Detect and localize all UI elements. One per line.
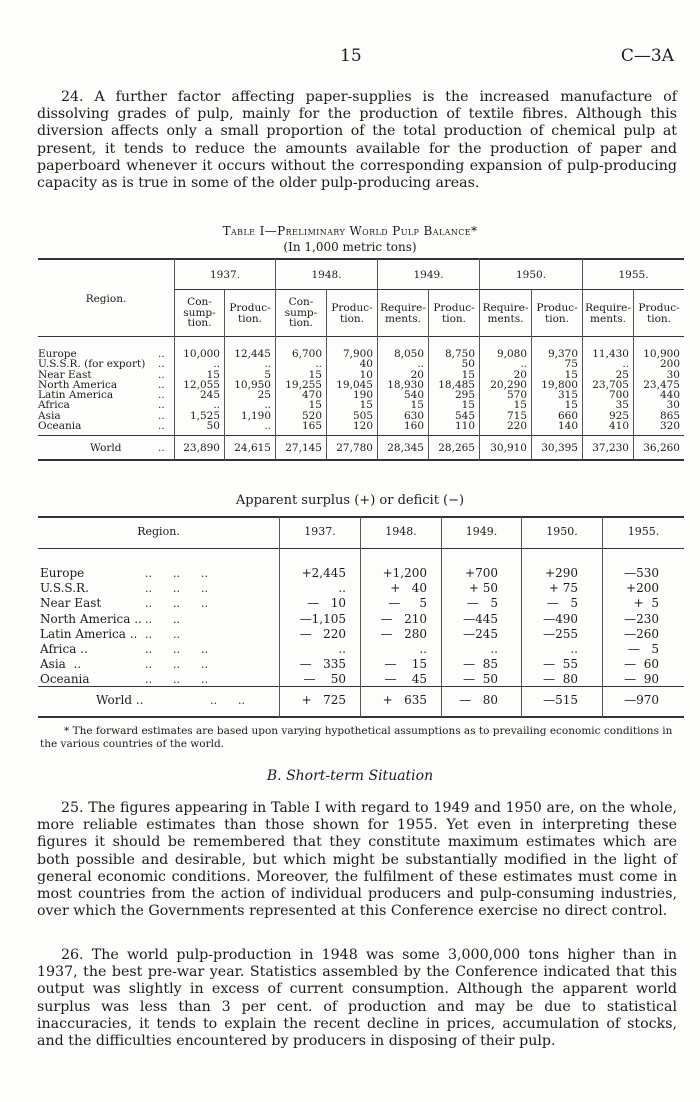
- table1-region-name: Oceania: [38, 420, 82, 433]
- table2-cell: —245: [463, 626, 498, 641]
- table2-cell: — 5: [546, 596, 578, 611]
- table1-world-value: 36,260: [643, 442, 680, 454]
- table1-dot-leader: ..: [158, 409, 165, 422]
- table2-dot-leader: .. .. ..: [145, 673, 208, 687]
- table1-cell: 50: [461, 358, 475, 371]
- table1-cell: 315: [557, 389, 578, 402]
- table1-cell: 20,290: [490, 378, 527, 391]
- table1-region-name: Latin America: [38, 389, 114, 402]
- page-header: [0, 46, 700, 66]
- table1-cell: ..: [315, 358, 322, 371]
- table2-cell: +2,445: [301, 566, 346, 580]
- table1-dot-leader: ..: [158, 348, 165, 360]
- table1-region-name: North America: [38, 378, 118, 391]
- table2-cell: —530: [624, 566, 659, 580]
- table2-region-dots: [145, 566, 208, 688]
- table1-cell: 1,190: [240, 409, 271, 422]
- table1-cell: 545: [454, 409, 475, 422]
- table1-cell: 11,430: [592, 348, 629, 360]
- table1-column: [327, 349, 373, 431]
- table1-cell: 15: [564, 368, 578, 381]
- table2-column: [442, 566, 498, 688]
- table2-cell: —490: [543, 611, 578, 626]
- table1-cell: 30: [666, 399, 680, 412]
- table1-cell: 10: [359, 368, 373, 381]
- table2-region-name: Latin America ..: [40, 626, 138, 641]
- table1-cell: 165: [301, 420, 322, 433]
- table2-column: [603, 566, 659, 688]
- table1-cell: 15: [308, 368, 322, 381]
- table1-cell: 50: [206, 420, 220, 433]
- table2-year: 1949.: [465, 525, 498, 538]
- table1-cell: 18,930: [387, 378, 424, 391]
- table1-cell: 23,475: [643, 378, 680, 391]
- table1-world-value: 30,395: [541, 442, 578, 454]
- table1-cell: ..: [264, 399, 271, 412]
- table1-cell: 190: [352, 389, 373, 402]
- table1-cell: 6,700: [291, 348, 322, 360]
- table2-region-name: Africa ..: [40, 642, 88, 657]
- table2-cell: —260: [624, 626, 659, 641]
- table1-world-value: 27,145: [285, 442, 322, 454]
- table1-cell: 925: [608, 409, 629, 422]
- table2-cell: — 5: [388, 596, 427, 611]
- table1-cell: 630: [403, 409, 424, 422]
- table2-column: [361, 566, 427, 688]
- table1-dot-leader: ..: [158, 389, 165, 402]
- table2-cell: — 280: [380, 626, 427, 641]
- table1-subhead: Produc- tion.: [331, 302, 373, 325]
- table1-cell: 120: [352, 420, 373, 433]
- table1-subhead: Require- ments.: [482, 302, 529, 325]
- table1-cell: 540: [403, 389, 424, 402]
- table2-world-value: + 635: [382, 693, 427, 707]
- table1-cell: 40: [359, 358, 373, 371]
- table1-cell: 245: [199, 389, 220, 402]
- table1-cell: 15: [308, 399, 322, 412]
- table2-world-dots: .. ..: [210, 694, 245, 707]
- table1-cell: ..: [213, 399, 220, 412]
- table1-world-value: 23,890: [183, 442, 220, 454]
- paragraph-24: 24. A further factor affecting paper-supplies is the increased manufacture of dissolving grades of pulp, mainly for the production of textile fibres. Although this diversion affects only a small proportion of the total production of chemical pulp at present, it tends to reduce the amounts available for the production of paper and paperboard whenever it occurs without the corresponding expansion of pulp-producing capacity as is true in some of the older pulp-producing areas.: [37, 89, 677, 192]
- table1-cell: 505: [352, 409, 373, 422]
- table2-year: 1950.: [546, 525, 578, 538]
- table1-cell: 35: [615, 399, 629, 412]
- table2-cell: — 5: [627, 642, 659, 657]
- table1-region-name: Asia: [38, 409, 61, 422]
- table2-cell: ..: [570, 642, 578, 657]
- table2-cell: —1,105: [299, 611, 346, 626]
- table1-cell: 200: [659, 358, 680, 371]
- table1-subhead: Produc- tion.: [433, 302, 475, 325]
- table2-region-list: [40, 566, 142, 688]
- table2-region-name: North America ..: [40, 611, 142, 626]
- table-footnote: * The forward estimates are based upon varying hypothetical assumptions as to prevailing economic conditions in the various countries of the world.: [40, 725, 673, 750]
- table2-cell: — 10: [307, 596, 346, 611]
- table1-cell: 10,950: [234, 378, 271, 391]
- table1-cell: 7,900: [342, 348, 373, 360]
- table2-cell: — 210: [380, 611, 427, 626]
- table1-cell: 19,255: [285, 378, 322, 391]
- table1-region-name: Africa: [38, 399, 70, 412]
- table1-cell: 110: [454, 420, 475, 433]
- table1-cell: 15: [359, 399, 373, 412]
- table2-dot-leader: .. .. ..: [145, 597, 208, 611]
- table2-world-value: + 725: [301, 693, 346, 707]
- table1-year: 1937.: [209, 269, 241, 281]
- table2-cell: — 5: [466, 596, 498, 611]
- table1-cell: 25: [615, 368, 629, 381]
- table1-cell: 5: [264, 368, 271, 381]
- table2-top-rule: [38, 516, 684, 518]
- table1-world-dots: ..: [158, 442, 165, 454]
- table1-cell: 700: [608, 389, 629, 402]
- table2-column: [522, 566, 578, 688]
- table1-dot-leader: ..: [158, 368, 165, 381]
- table1-cell: 19,045: [336, 378, 373, 391]
- table1-cell: 25: [257, 389, 271, 402]
- table2-region-name: Europe: [40, 566, 85, 580]
- table1-cell: 140: [557, 420, 578, 433]
- table1-world-value: 28,265: [438, 442, 475, 454]
- table1-column: [532, 349, 578, 431]
- table2-cell: +1,200: [382, 566, 427, 580]
- table1-cell: 18,485: [438, 378, 475, 391]
- table1-cell: 1,525: [189, 409, 220, 422]
- table1-column: [634, 349, 680, 431]
- table1-cell: 865: [659, 409, 680, 422]
- table2-column: [280, 566, 346, 688]
- table1-subhead: Produc- tion.: [638, 302, 680, 325]
- table1-cell: 15: [206, 368, 220, 381]
- table2-dot-leader: .. .. ..: [145, 582, 208, 596]
- section-heading: B. Short-term Situation: [266, 768, 434, 784]
- table1-dot-leader: ..: [158, 420, 165, 433]
- table1-cell: 9,080: [496, 348, 527, 360]
- table1-cell: 19,800: [541, 378, 578, 391]
- table2-cell: — 335: [299, 657, 346, 672]
- table1-region-name: Europe: [38, 348, 77, 360]
- table1-cell: 295: [454, 389, 475, 402]
- table2-cell: ..: [338, 581, 346, 596]
- table2-world-value: — 80: [459, 693, 498, 707]
- table1-cell: 30: [666, 368, 680, 381]
- table2-cell: + 50: [468, 581, 498, 596]
- table1-cell: 20: [513, 368, 527, 381]
- table1-region-name: Near East: [38, 368, 92, 381]
- table1-cell: 75: [564, 358, 578, 371]
- table2-bottom-rule: [38, 716, 684, 718]
- paragraph-26: 26. The world pulp-production in 1948 was some 3,000,000 tons higher than in 1937, the best pre-war year. Statistics assembled by the Conference indicated that this output was slightly in excess of current consumption. Although the apparent world surplus was less than 3 per cent. of production and may be due to statistical inaccuracies, it tends to explain the recent decline in prices, accumulation of stocks, and the difficulties encountered by producers in disposing of their pulp.: [37, 947, 677, 1050]
- table2-cell: ..: [419, 642, 427, 657]
- table1-subtitle: (In 1,000 metric tons): [283, 240, 417, 254]
- table1-bottom-rule: [38, 459, 684, 461]
- table1-header-rule: [38, 336, 684, 337]
- table2-title: Apparent surplus (+) or deficit (−): [235, 493, 465, 508]
- table2-dot-leader: .. ..: [145, 612, 180, 626]
- table1-year: 1950.: [515, 269, 547, 281]
- table1-total-rule: [38, 435, 684, 436]
- table1-title: Table I—Preliminary World Pulp Balance*: [222, 224, 478, 238]
- table1-cell: 15: [461, 368, 475, 381]
- table2-world-value: —970: [624, 693, 659, 707]
- table2-cell: — 50: [303, 672, 346, 687]
- page-number: 15: [340, 46, 362, 66]
- table1-cell: ..: [520, 358, 527, 371]
- table1-cell: 410: [608, 420, 629, 433]
- table1-cell: 440: [659, 389, 680, 402]
- table1-cell: ..: [264, 420, 271, 433]
- table1-column: [429, 349, 475, 431]
- table1-cell: 470: [301, 389, 322, 402]
- table2-cell: ..: [338, 642, 346, 657]
- table1-cell: 715: [506, 409, 527, 422]
- table2-cell: — 85: [463, 657, 498, 672]
- table1-cell: 160: [403, 420, 424, 433]
- table1-subhead: Con- sump- tion.: [284, 296, 318, 329]
- table2-cell: —445: [463, 611, 498, 626]
- table2-dot-leader: .. .. ..: [145, 658, 208, 672]
- table1-cell: 12,445: [234, 348, 271, 360]
- table2-year: 1948.: [385, 525, 417, 538]
- table1-cell: 320: [659, 420, 680, 433]
- table2-dot-leader: .. ..: [145, 627, 180, 641]
- table1-cell: 10,000: [183, 348, 220, 360]
- table1-world-label: World: [90, 442, 122, 454]
- table2-cell: — 60: [624, 657, 659, 672]
- table1-cell: 220: [506, 420, 527, 433]
- table2-cell: —255: [543, 626, 578, 641]
- table1-dot-leader: ..: [158, 358, 165, 371]
- table1-cell: 570: [506, 389, 527, 402]
- table1-cell: 8,750: [444, 348, 475, 360]
- table1-year: 1955.: [618, 269, 649, 281]
- table2-dot-leader: .. .. ..: [145, 643, 208, 657]
- table1-cell: 8,050: [393, 348, 424, 360]
- table2-region-header: Region.: [137, 525, 180, 538]
- table1-top-rule: [38, 258, 684, 260]
- table1-cell: 15: [513, 399, 527, 412]
- table2-year: 1937.: [304, 525, 336, 538]
- table2-cell: — 90: [624, 672, 659, 687]
- table2-cell: — 220: [299, 626, 346, 641]
- table2-region-name: Oceania: [40, 672, 90, 687]
- table2-dot-leader: .. .. ..: [145, 567, 208, 580]
- table2-cell: — 15: [384, 657, 427, 672]
- table1-dot-leader: ..: [158, 399, 165, 412]
- table2-cell: +290: [545, 566, 578, 580]
- table2-cell: — 50: [463, 672, 498, 687]
- table1-cell: ..: [622, 358, 629, 371]
- table1-column: [583, 349, 629, 431]
- table2-cell: + 40: [390, 581, 427, 596]
- table2-region-name: Asia ..: [40, 657, 82, 672]
- table1-cell: 9,370: [547, 348, 578, 360]
- table1-cell: 20: [410, 368, 424, 381]
- table2-cell: — 80: [543, 672, 578, 687]
- table1-cell: 660: [557, 409, 578, 422]
- table1-column: [480, 349, 527, 431]
- table2-cell: +700: [465, 566, 498, 580]
- table1-world-value: 37,230: [592, 442, 629, 454]
- table1-dot-leader: ..: [158, 378, 165, 391]
- table2-cell: — 45: [384, 672, 427, 687]
- table2-world-value: —515: [543, 693, 578, 707]
- table1-subhead: Con- sump- tion.: [183, 296, 216, 329]
- table1-cell: 12,055: [183, 378, 220, 391]
- table1-column: [225, 349, 271, 431]
- table2-region-name: U.S.S.R.: [40, 581, 89, 596]
- document-reference: C—3A: [620, 46, 674, 66]
- table1-cell: 15: [410, 399, 424, 412]
- table2-cell: — 55: [543, 657, 578, 672]
- table1-cell: ..: [417, 358, 424, 371]
- table1-world-value: 24,615: [234, 442, 271, 454]
- table1-world-value: 27,780: [336, 442, 373, 454]
- table1-column: [378, 349, 424, 431]
- table1-cell: ..: [213, 358, 220, 371]
- table1-cell: 15: [564, 399, 578, 412]
- table1-region-dots: [158, 349, 165, 431]
- table1-region-header: Region.: [85, 293, 127, 305]
- table1-subhead: Require- ments.: [585, 302, 631, 325]
- table1-world-value: 30,910: [490, 442, 527, 454]
- table2-cell: +200: [626, 581, 659, 596]
- table1-cell: 10,900: [643, 348, 680, 360]
- table2-world-label: World ..: [96, 693, 144, 707]
- table1-cell: ..: [264, 358, 271, 371]
- table2-region-name: Near East: [40, 596, 102, 611]
- table1-year: 1948.: [311, 269, 342, 281]
- table1-year: 1949.: [413, 269, 444, 281]
- table2-cell: ..: [490, 642, 498, 657]
- table2-header-rule: [38, 548, 684, 549]
- table1-subhead: Produc- tion.: [536, 302, 578, 325]
- table2-cell: + 5: [633, 596, 659, 611]
- table1-column: [276, 349, 322, 431]
- table1-cell: 15: [461, 399, 475, 412]
- table1-subhead: Require- ments.: [380, 302, 426, 325]
- table1-year-rule: [174, 289, 684, 290]
- paragraph-25: 25. The figures appearing in Table I with regard to 1949 and 1950 are, on the whole, more reliable estimates than those shown for 1955. Yet even in interpreting these figures it should be remembered that they constitute maximum estimates which are both possible and desirable, but which might be substantially modified in the light of general economic conditions. Moreover, the fulfilment of these estimates must come in most countries from the action of individual producers and pulp-consuming industries, over which the Governments represented at this Conference exercise no direct control.: [37, 800, 677, 920]
- table2-cell: —230: [624, 611, 659, 626]
- table2-year: 1955.: [627, 525, 660, 538]
- table1-column: [175, 349, 220, 431]
- table1-region-name: U.S.S.R. (for export): [38, 358, 146, 371]
- table1-cell: 520: [301, 409, 322, 422]
- table1-world-value: 28,345: [387, 442, 424, 454]
- table2-cell: + 75: [548, 581, 578, 596]
- table1-subhead: Produc- tion.: [229, 302, 271, 325]
- table1-region-list: [38, 349, 145, 431]
- table1-cell: 23,705: [592, 378, 629, 391]
